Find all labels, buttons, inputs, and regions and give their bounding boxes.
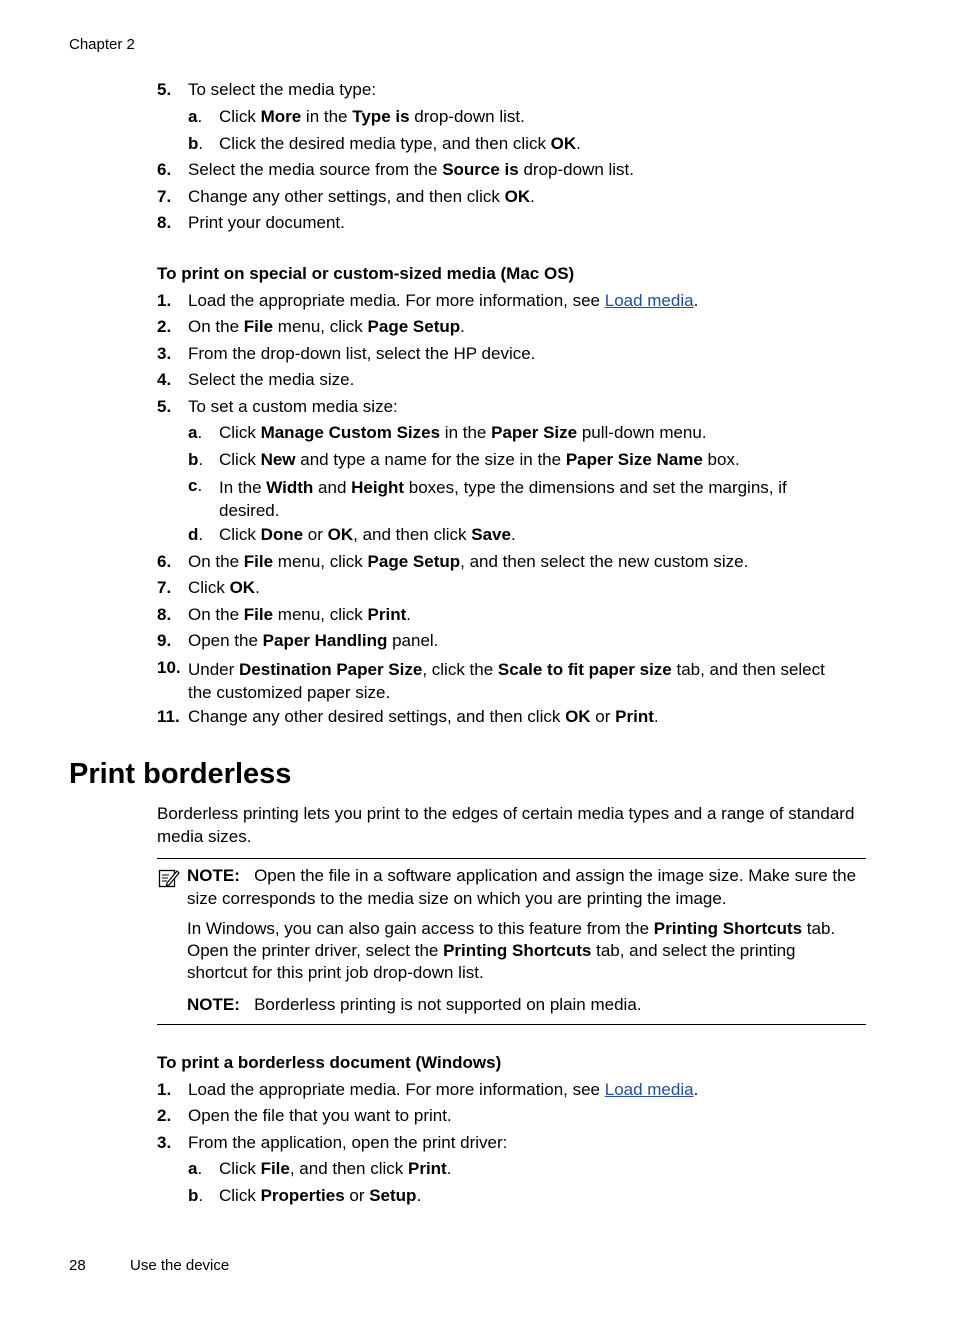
section-title: Print borderless [69, 758, 292, 790]
list-number: 6. [157, 160, 172, 179]
list-item: Load the appropriate media. For more information, see Load media. [188, 291, 699, 310]
load-media-link[interactable]: Load media [604, 1080, 694, 1099]
list-number: 3. [157, 344, 172, 363]
list-number: 10. [157, 658, 181, 677]
list-letter: b. [188, 134, 204, 153]
load-media-link[interactable]: Load media [604, 291, 694, 310]
list-item: Click More in the Type is drop-down list. [219, 107, 525, 126]
list-number: 6. [157, 552, 172, 571]
list-number: 7. [157, 187, 172, 206]
page-number: 28 [69, 1257, 86, 1274]
list-item: On the File menu, click Page Setup, and then select the new custom size. [188, 552, 749, 571]
list-letter: a. [188, 1159, 203, 1178]
list-item: Select the media size. [188, 370, 355, 389]
list-number: 4. [157, 370, 172, 389]
subheading-mac: To print on special or custom-sized media (Mac OS) [157, 264, 575, 283]
list-item: Click Properties or Setup. [219, 1186, 422, 1205]
list-item: Click Done or OK, and then click Save. [219, 525, 516, 544]
list-item: From the drop-down list, select the HP device. [188, 344, 536, 363]
list-item: Print your document. [188, 213, 345, 232]
list-item: Change any other settings, and then click OK. [188, 187, 535, 206]
list-number: 1. [157, 291, 172, 310]
subheading-windows: To print a borderless document (Windows) [157, 1053, 502, 1072]
note-pencil-icon [158, 867, 180, 889]
list-item: Open the Paper Handling panel. [188, 631, 439, 650]
list-item: On the File menu, click Print. [188, 605, 412, 624]
section-intro: Borderless printing lets you print to the edges of certain media types and a range of standard media sizes. [157, 804, 855, 846]
list-letter: a. [188, 423, 203, 442]
list-item: Load the appropriate media. For more information, see Load media. [188, 1080, 699, 1099]
list-number: 8. [157, 213, 172, 232]
list-item: Click Manage Custom Sizes in the Paper Size pull-down menu. [219, 423, 707, 442]
list-letter: b. [188, 450, 204, 469]
list-number: 11. [157, 707, 180, 726]
list-item: Under Destination Paper Size, click the Scale to fit paper size tab, and then select the customized paper size. [188, 660, 825, 702]
list-item: Click File, and then click Print. [219, 1159, 452, 1178]
list-item: To set a custom media size: [188, 397, 398, 416]
note-windows-tip: In Windows, you can also gain access to this feature from the Printing Shortcuts tab. Open the printer driver, select the Printing Shortcuts tab, and select the printing shortcut for this print job drop-down list. [187, 919, 836, 982]
note-text-2: NOTE: Borderless printing is not supported on plain media. [187, 995, 642, 1014]
note-text-1: NOTE: Open the file in a software application and assign the image size. Make sure the size corresponds to the media size on which you are printing the image. [187, 866, 857, 908]
list-number: 1. [157, 1080, 172, 1099]
list-letter: b. [188, 1186, 204, 1205]
list-item: In the Width and Height boxes, type the dimensions and set the margins, if desired. [219, 478, 787, 520]
list-item: Click the desired media type, and then click OK. [219, 134, 581, 153]
list-item: Click OK. [188, 578, 260, 597]
list-number: 8. [157, 605, 172, 624]
list-item: To select the media type: [188, 80, 377, 99]
list-item: Click New and type a name for the size in the Paper Size Name box. [219, 450, 740, 469]
list-number: 5. [157, 80, 172, 99]
footer-section: Use the device [130, 1257, 230, 1274]
list-item: Change any other desired settings, and then click OK or Print. [188, 707, 659, 726]
note-top-rule [157, 858, 866, 859]
note-bottom-rule [157, 1024, 866, 1025]
list-number: 3. [157, 1133, 172, 1152]
list-item: On the File menu, click Page Setup. [188, 317, 465, 336]
list-letter: d. [188, 525, 204, 544]
list-number: 2. [157, 1106, 172, 1125]
list-letter: a. [188, 107, 203, 126]
list-letter: c. [188, 476, 203, 495]
list-item: Open the file that you want to print. [188, 1106, 452, 1125]
list-number: 9. [157, 631, 172, 650]
list-item: Select the media source from the Source is drop-down list. [188, 160, 635, 179]
list-number: 5. [157, 397, 172, 416]
list-number: 7. [157, 578, 172, 597]
list-number: 2. [157, 317, 172, 336]
chapter-label: Chapter 2 [69, 36, 135, 53]
list-item: From the application, open the print driver: [188, 1133, 508, 1152]
